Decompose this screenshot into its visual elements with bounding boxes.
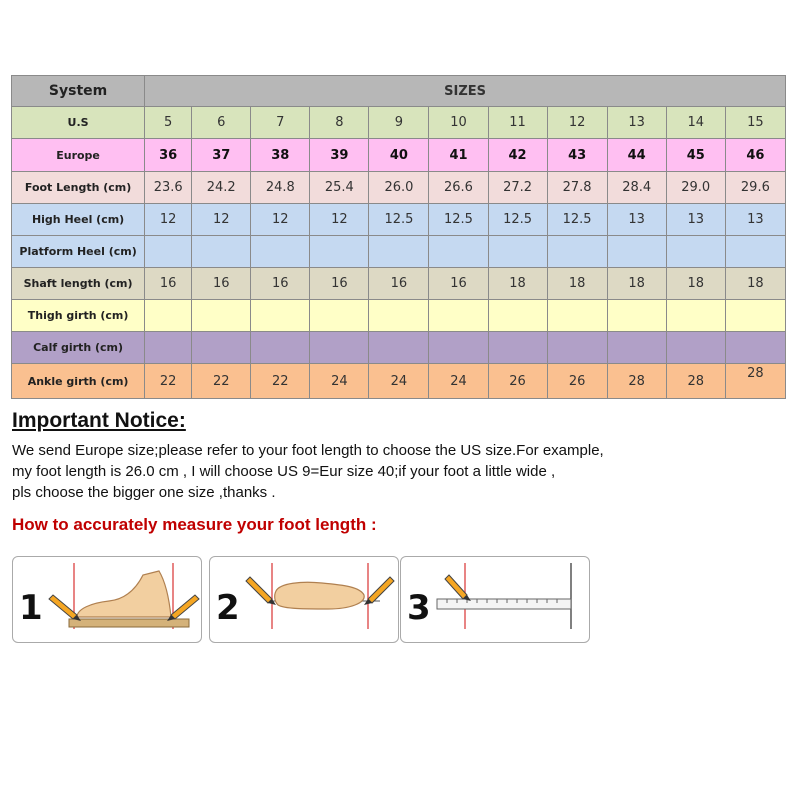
cell: 29.0: [666, 172, 725, 204]
cell: 40: [369, 139, 429, 172]
table-row-europe: [12, 139, 786, 172]
cell: 18: [666, 268, 725, 300]
cell: 14: [666, 107, 725, 139]
notice-line: We send Europe size;please refer to your foot length to choose the US size.For example,: [12, 442, 604, 459]
row-label-calf-girth: Calf girth (cm): [12, 332, 145, 364]
cell: 39: [310, 139, 369, 172]
cell: 18: [725, 268, 785, 300]
cell: [251, 300, 310, 332]
step-number: 3: [407, 588, 431, 628]
cell: [310, 300, 369, 332]
cell: [488, 236, 547, 268]
cell: 9: [369, 107, 429, 139]
notice-body: [12, 440, 782, 503]
cell: 26.6: [429, 172, 488, 204]
cell: 29.6: [725, 172, 785, 204]
pencil-icon: [445, 575, 471, 601]
cell: [725, 332, 785, 364]
ruler-illustration: [401, 557, 589, 642]
step-number: 1: [19, 588, 43, 628]
cell: 18: [488, 268, 547, 300]
table-row-thigh-girth: [12, 300, 786, 332]
sizes-header: SIZES: [145, 76, 786, 107]
cell: [429, 236, 488, 268]
cell: 18: [607, 268, 666, 300]
cell: 26.0: [369, 172, 429, 204]
cell: 27.8: [547, 172, 607, 204]
cell: 16: [369, 268, 429, 300]
table-row-shaft-length: [12, 268, 786, 300]
table-row-us: [12, 107, 786, 139]
table-row-ankle-girth: [12, 364, 786, 399]
cell: 18: [547, 268, 607, 300]
cell: [369, 300, 429, 332]
cell: 24: [310, 364, 369, 399]
cell: [607, 332, 666, 364]
pencil-icon: [49, 595, 81, 621]
cell: [547, 300, 607, 332]
cell: 10: [429, 107, 488, 139]
cell: 13: [666, 204, 725, 236]
cell: 43: [547, 139, 607, 172]
cell: [547, 236, 607, 268]
cell: 22: [251, 364, 310, 399]
cell: [145, 236, 192, 268]
foot-top-view-illustration: [210, 557, 398, 642]
cell: 7: [251, 107, 310, 139]
cell: [310, 236, 369, 268]
cell: 42: [488, 139, 547, 172]
row-label-thigh-girth: Thigh girth (cm): [12, 300, 145, 332]
cell: 41: [429, 139, 488, 172]
foot-side-view-illustration: [13, 557, 201, 642]
cell: 16: [310, 268, 369, 300]
foot-top-icon: [275, 582, 364, 609]
cell: 12: [192, 204, 251, 236]
cell: 16: [251, 268, 310, 300]
row-label-foot-length: Foot Length (cm): [12, 172, 145, 204]
cell: [725, 236, 785, 268]
cell: 12: [251, 204, 310, 236]
cell: 38: [251, 139, 310, 172]
cell: 26: [547, 364, 607, 399]
cell: 12: [310, 204, 369, 236]
cell: [369, 332, 429, 364]
cell: [251, 236, 310, 268]
cell: [666, 332, 725, 364]
paper-base: [69, 619, 189, 627]
cell: 45: [666, 139, 725, 172]
row-label-platform-heel: Platform Heel (cm): [12, 236, 145, 268]
cell: 28: [607, 364, 666, 399]
cell: 16: [192, 268, 251, 300]
cell: 6: [192, 107, 251, 139]
measure-title: How to accurately measure your foot length :: [12, 515, 377, 534]
cell: [251, 332, 310, 364]
table-row-foot-length: [12, 172, 786, 204]
cell: 12: [145, 204, 192, 236]
size-chart-table: [11, 75, 786, 399]
notice-line: pls choose the bigger one size ,thanks .: [12, 484, 276, 501]
step-number: 2: [216, 588, 240, 628]
cell: [429, 332, 488, 364]
notice-title: Important Notice:: [12, 409, 186, 432]
cell: 44: [607, 139, 666, 172]
cell: 12.5: [429, 204, 488, 236]
cell: [145, 300, 192, 332]
cell: 28: [725, 364, 785, 399]
cell: 12.5: [547, 204, 607, 236]
cell: 24: [369, 364, 429, 399]
cell: 24: [429, 364, 488, 399]
row-label-ankle-girth: Ankle girth (cm): [12, 364, 145, 399]
measure-step-3-panel: [400, 556, 590, 643]
cell: 22: [145, 364, 192, 399]
cell: 13: [607, 107, 666, 139]
cell: [429, 300, 488, 332]
cell: 28: [666, 364, 725, 399]
cell: 27.2: [488, 172, 547, 204]
cell: [666, 300, 725, 332]
cell: [488, 300, 547, 332]
row-label-shaft-length: Shaft length (cm): [12, 268, 145, 300]
cell: [145, 332, 192, 364]
cell: 8: [310, 107, 369, 139]
cell: [725, 300, 785, 332]
cell: 28.4: [607, 172, 666, 204]
notice-line: my foot length is 26.0 cm , I will choose US 9=Eur size 40;if your foot a little wide ,: [12, 463, 556, 480]
cell: [192, 300, 251, 332]
cell: 11: [488, 107, 547, 139]
cell: 36: [145, 139, 192, 172]
measure-step-1-panel: [12, 556, 202, 643]
table-header-row: [12, 76, 786, 107]
cell: 13: [607, 204, 666, 236]
cell: [192, 332, 251, 364]
cell: 22: [192, 364, 251, 399]
cell: 23.6: [145, 172, 192, 204]
cell: 16: [145, 268, 192, 300]
cell: [488, 332, 547, 364]
row-label-europe: Europe: [12, 139, 145, 172]
cell: 15: [725, 107, 785, 139]
system-header: System: [12, 76, 145, 107]
row-label-high-heel: High Heel (cm): [12, 204, 145, 236]
cell: 12: [547, 107, 607, 139]
cell: 46: [725, 139, 785, 172]
cell: [607, 236, 666, 268]
cell: [192, 236, 251, 268]
cell: 13: [725, 204, 785, 236]
cell: [369, 236, 429, 268]
cell: [547, 332, 607, 364]
table-row-calf-girth: [12, 332, 786, 364]
cell: 24.8: [251, 172, 310, 204]
table-row-high-heel: [12, 204, 786, 236]
cell: 37: [192, 139, 251, 172]
cell: 26: [488, 364, 547, 399]
cell: 25.4: [310, 172, 369, 204]
cell: 12.5: [488, 204, 547, 236]
cell: 24.2: [192, 172, 251, 204]
table-row-platform-heel: [12, 236, 786, 268]
row-label-us: U.S: [12, 107, 145, 139]
cell: [666, 236, 725, 268]
cell: 16: [429, 268, 488, 300]
pencil-icon: [167, 595, 199, 621]
measure-step-2-panel: [209, 556, 399, 643]
foot-side-icon: [77, 571, 171, 617]
cell: 12.5: [369, 204, 429, 236]
cell: [310, 332, 369, 364]
cell: [607, 300, 666, 332]
cell: 5: [145, 107, 192, 139]
